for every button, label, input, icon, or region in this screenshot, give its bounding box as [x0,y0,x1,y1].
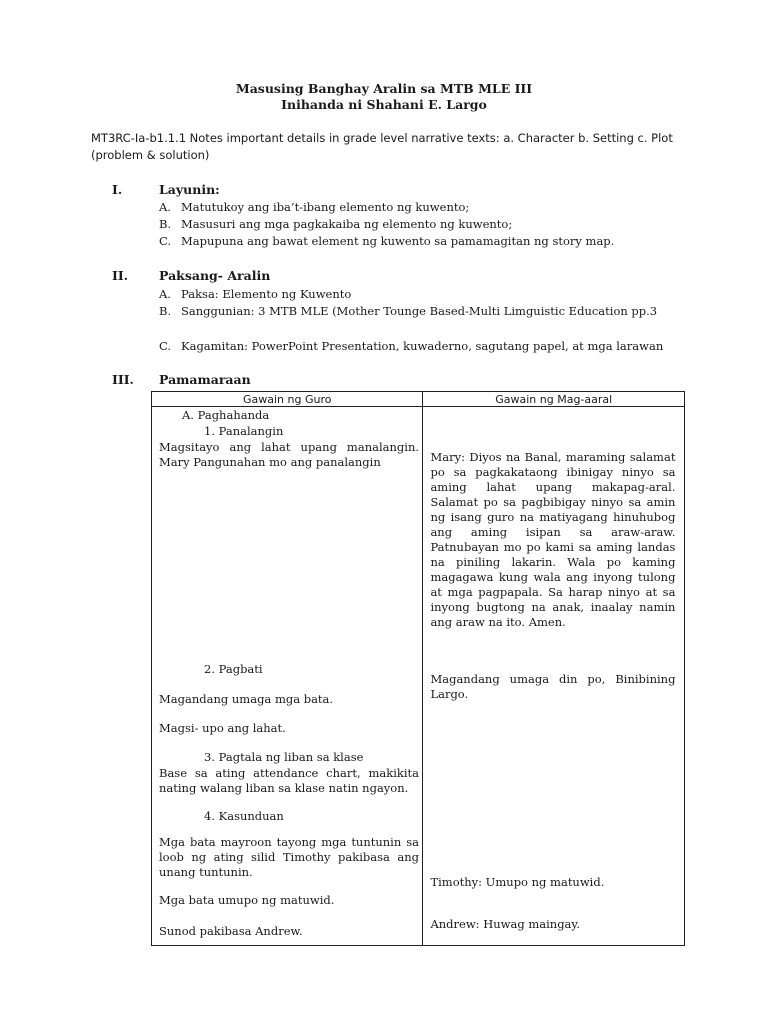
teacher-activities-cell [152,407,423,946]
step-heading: 2. Pagbati [204,662,263,676]
document-author: Inihanda ni Shahani E. Largo [281,97,487,112]
list-item-letter: C. [159,339,172,353]
section-title: Layunin: [159,182,220,197]
step-heading: 1. Panalangin [204,424,284,438]
section-number: II. [112,268,129,283]
table-header-teacher: Gawain ng Guro [152,392,423,407]
competency-code: MT3RC-Ia-b1.1.1 Notes important details in grade level narrative texts: a. Character b. Setting c. Plot (problem & solution) [91,131,673,162]
list-item-text: Matutukoy ang iba’t-ibang elemento ng kuwento; [181,200,470,214]
list-item-text: Masusuri ang mga pagkakaiba ng elemento ng kuwento; [181,217,513,231]
list-item-text: Paksa: Elemento ng Kuwento [181,287,352,301]
section-title: Pamamaraan [159,372,251,387]
timothy-response: Timothy: Umupo ng matuwid. [430,875,605,889]
student-activities-cell [423,407,685,946]
section-number: III. [112,372,134,387]
list-item-letter: A. [159,287,171,301]
step-heading: 4. Kasunduan [204,809,284,823]
list-item-text: Mapupuna ang bawat element ng kuwento sa pamamagitan ng story map. [181,234,615,248]
seat-instruction: Magsi- upo ang lahat. [159,721,286,735]
student-greeting: Magandang umaga din po, Binibining Largo. [430,672,676,701]
andrew-response: Andrew: Huwag maingay. [430,917,581,931]
next-reader-instruction: Sunod pakibasa Andrew. [159,924,303,938]
list-item-letter: A. [159,200,171,214]
list-item-text: Kagamitan: PowerPoint Presentation, kuwaderno, sagutang papel, at mga larawan [181,339,664,353]
table-header-student: Gawain ng Mag-aaral [423,392,685,407]
rules-text: Mga bata mayroon tayong mga tuntunin sa loob ng ating silid Timothy pakibasa ang unang tuntunin. [159,835,419,879]
subsection-heading: A. Paghahanda [182,408,270,422]
student-prayer: Mary: Diyos na Banal, maraming salamat po sa pagkakataong ibinigay ninyo sa aming lahat upang makapag-aral. Salamat po sa pagbibigay ninyo sa amin ng isang guro na matiyagang hinuhubog ang aming isipan sa araw-araw. Patnubayan mo po kami sa aming landas na piniling lakarin. Wala po kaming magagawa kung wala ang inyong tulong at mga pagpapala. Sa harap ninyo at sa inyong bugtong na anak, inaalay namin ang araw na ito. Amen. [430,450,676,629]
section-number: I. [112,182,123,197]
list-item-letter: B. [159,304,172,318]
list-item-letter: B. [159,217,172,231]
lesson-procedure-table [151,391,685,946]
list-item-text: Sanggunian: 3 MTB MLE (Mother Tounge Based-Multi Limguistic Education pp.3 [181,304,658,318]
prayer-instruction: Magsitayo ang lahat upang manalangin. Mary Pangunahan mo ang panalangin [159,440,419,469]
rule-instruction: Mga bata umupo ng matuwid. [159,893,335,907]
step-heading: 3. Pagtala ng liban sa klase [204,750,364,764]
section-title: Paksang- Aralin [159,268,271,283]
attendance-text: Base sa ating attendance chart, makikita nating walang liban sa klase natin ngayon. [159,766,419,795]
list-item-letter: C. [159,234,172,248]
document-title: Masusing Banghay Aralin sa MTB MLE III [235,81,533,96]
greeting-text: Magandang umaga mga bata. [159,692,334,706]
